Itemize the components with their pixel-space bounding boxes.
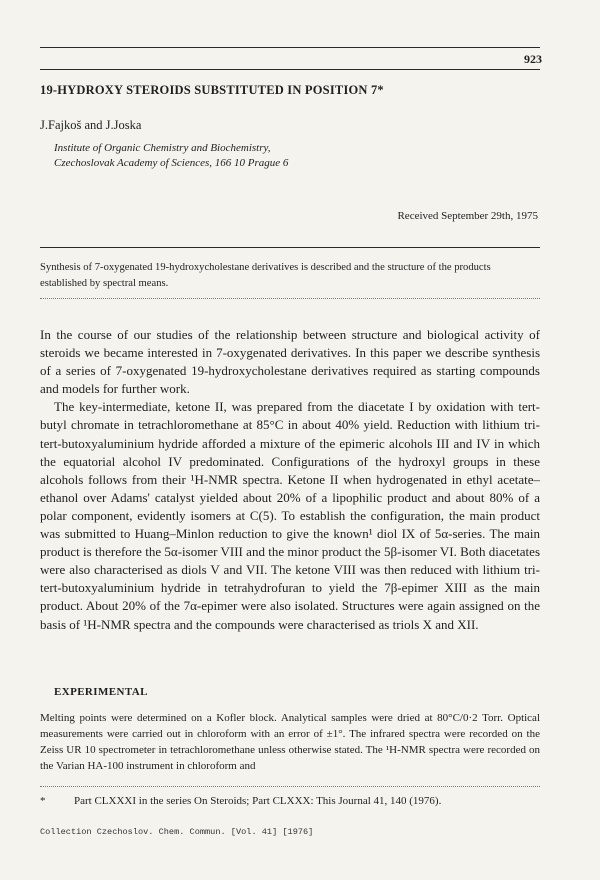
header-rule [40, 47, 540, 48]
abstract: Synthesis of 7-oxygenated 19-hydroxycholestane derivatives is described and the structure of the products established by spectral means. [40, 262, 491, 289]
header-rule-lower [40, 69, 540, 70]
abstract-top-rule [40, 247, 540, 248]
affiliation-line: Institute of Organic Chemistry and Biochemistry, [54, 142, 271, 154]
journal-footer: Collection Czechoslov. Chem. Commun. [Vol. 41] [1976] [40, 827, 314, 837]
paragraph: The key-intermediate, ketone II, was prepared from the diacetate I by oxidation with tert-butyl chromate in tetrachloromethane at 85°C in about 40% yield. Reduction with lithium tri-tert-butoxyaluminium hydride afforded a mixture of the epimeric alcohols III and IV in which the equatorial alcohol IV predominated. Configurations of the hydroxyl groups in these alcohols follows from their ¹H-NMR spectra. Ketone II when hydrogenated in ethyl acetate–ethanol over Adams' catalyst yielded about 20% of a lipophilic product and about 80% of a polar component, evidently isomers at C(5). To establish the configuration, the main product was submitted to Huang–Minlon reduction to give the known¹ diol IX of 5α-series. The main product is therefore the 5α-isomer VIII and the minor product the 5β-isomer VI. Both diacetates were also characterised as diols V and VII. The ketone VIII was then reduced with lithium tri-tert-butoxyaluminium hydride in tetrahydrofuran to yield the 7β-epimer XIII as the main product. About 20% of the 7α-epimer were also isolated. Structures were again assigned on the basis of ¹H-NMR spectra and the compounds were characterised as triols X and XII. [40, 399, 540, 632]
affiliation [54, 141, 288, 170]
received-date: Received September 29th, 1975 [397, 210, 538, 222]
article-title: 19-HYDROXY STEROIDS SUBSTITUTED IN POSITION 7* [40, 83, 384, 97]
affiliation-line: Czechoslovak Academy of Sciences, 166 10 Prague 6 [54, 156, 289, 169]
section-heading: EXPERIMENTAL [54, 686, 148, 698]
page-number: 923 [524, 52, 542, 66]
footnote-rule [40, 786, 540, 787]
main-text [40, 326, 540, 634]
authors: J.Fajkoš and J.Joska [40, 118, 142, 132]
abstract-bottom-rule [40, 298, 540, 299]
footnote-text: Part CLXXXI in the series On Steroids; Part CLXXX: This Journal 41, 140 (1976). [74, 795, 442, 807]
experimental-text: Melting points were determined on a Kofler block. Analytical samples were dried at 80°C/0·2 Torr. Optical measurements were carried out in chloroform with an error of ±1°. The infrared spectra were recorded on the Zeiss UR 10 spectrometer in tetrachloromethane unless otherwise stated. The ¹H-NMR spectra were recorded on the Varian HA-100 instrument in chloroform and [40, 712, 540, 772]
footnote [40, 795, 540, 807]
footnote-mark: * [40, 795, 46, 807]
paragraph: In the course of our studies of the relationship between structure and biological activity of steroids we became interested in 7-oxygenated derivatives. In this paper we describe synthesis of a series of 7-oxygenated 19-hydroxycholestane derivatives required as starting compounds and models for further work. [40, 327, 540, 397]
